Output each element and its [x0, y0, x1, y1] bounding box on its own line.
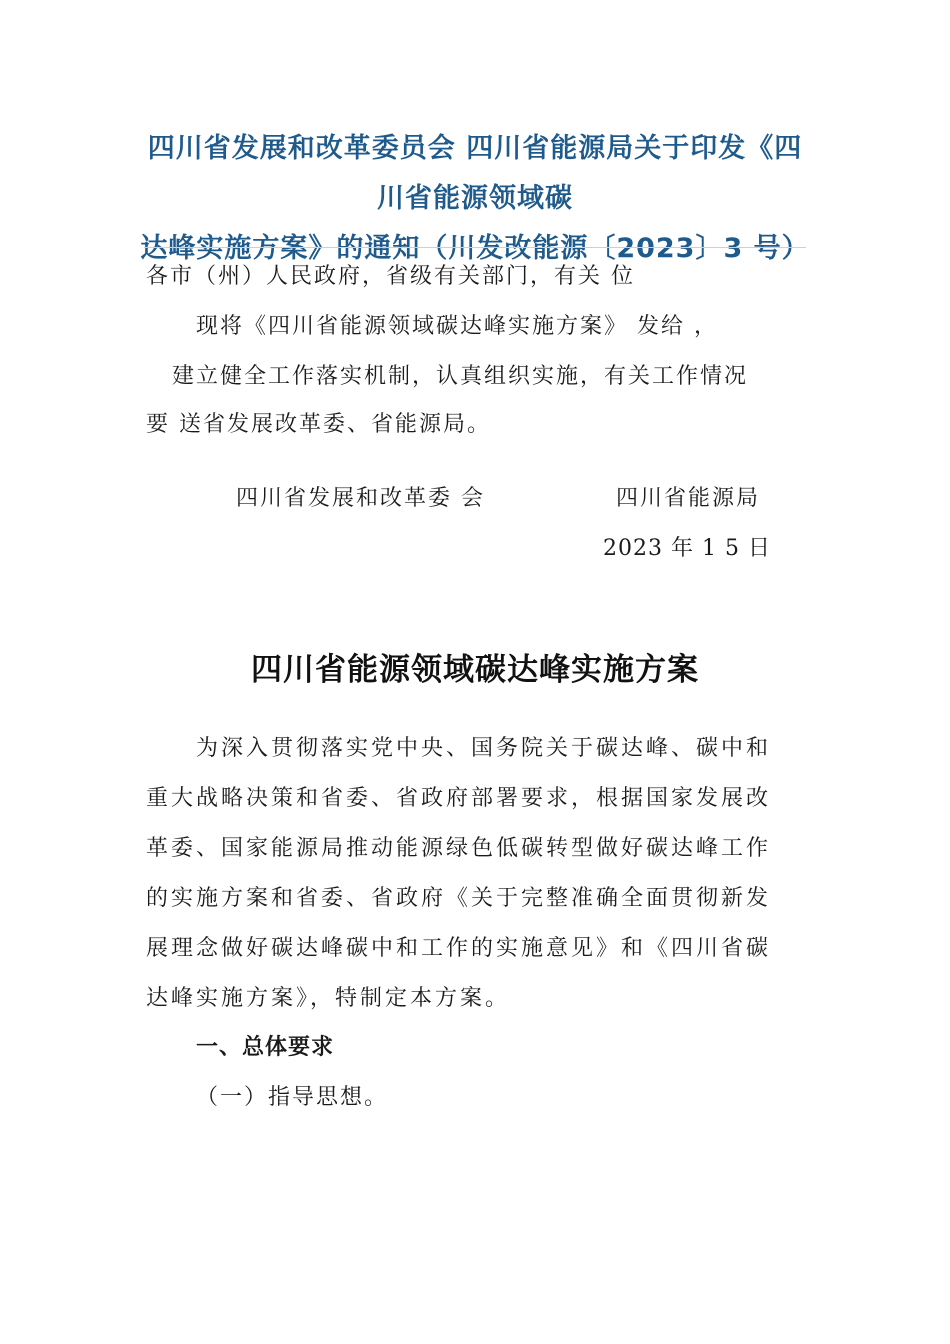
intro-line-1: 为深入贯彻落实党中央、国务院关于碳达峰、碳中和: [196, 736, 772, 761]
intro-line-4: 的实施方案和省委、省政府《关于完整准确全面贯彻新发: [146, 886, 772, 911]
intro-line-2: 重大战略决策和省委、省政府部署要求，根据国家发展改: [146, 786, 772, 811]
section-1-sub-1: （一）指导思想。: [196, 1085, 389, 1110]
signer-energy-bureau: 四川省能源局: [616, 486, 761, 511]
intro-line-5: 展理念做好碳达峰碳中和工作的实施意见》和《四川省碳: [146, 936, 772, 961]
signer-ndrc: 四川省发展和改革委 会: [236, 486, 485, 511]
intro-line-3: 革委、国家能源局推动能源绿色低碳转型做好碳达峰工作: [146, 836, 772, 861]
addressee: 各市（州）人民政府，省级有关部门，有关 位: [146, 264, 635, 289]
notice-title: [140, 124, 810, 274]
intro-line-6: 达峰实施方案》，特制定本方案。: [146, 986, 511, 1011]
section-1-heading: 一、总体要求: [196, 1035, 335, 1060]
notice-date: 2023 年 1 5 日: [603, 536, 771, 561]
notice-body-line-1: 现将《四川省能源领域碳达峰实施方案》 发给 ，: [196, 314, 718, 339]
notice-body-line-3: 要 送省发展改革委、省能源局。: [146, 412, 491, 437]
notice-title-line-2: 达峰实施方案》的通知（川发改能源〔2023〕3 号）: [140, 233, 810, 264]
signature-row: [236, 484, 796, 514]
plan-title: 四川省能源领域碳达峰实施方案: [251, 652, 699, 688]
notice-body-line-2: 建立健全工作落实机制，认真组织实施，有关工作情况: [172, 364, 749, 389]
notice-title-line-1: 四川省发展和改革委员会 四川省能源局关于印发《四川省能源领域碳: [147, 133, 803, 214]
title-divider: [144, 247, 806, 248]
